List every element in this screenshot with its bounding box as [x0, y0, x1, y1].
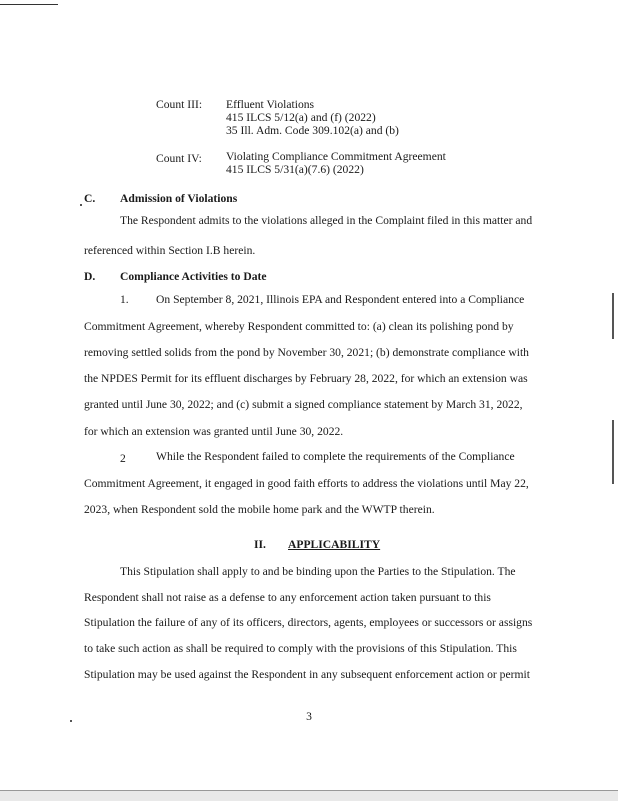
paragraph-line: Commitment Agreement, whereby Respondent committed to: (a) clean its polishing pond by — [84, 320, 514, 333]
section-c-letter: C. — [84, 192, 96, 205]
section-c-line: referenced within Section I.B herein. — [84, 244, 256, 257]
paragraph-line: While the Respondent failed to complete the requirements of the Compliance — [156, 450, 515, 463]
section-ii-number: II. — [254, 538, 266, 551]
page-number: 3 — [306, 710, 312, 723]
paragraph-line: to take such action as shall be required to comply with the provisions of this Stipulation. This — [84, 642, 517, 655]
paragraph-line: granted until June 30, 2022; and (c) submit a signed compliance statement by March 31, 2022, — [84, 398, 523, 411]
count-iv-title: Violating Compliance Commitment Agreement — [226, 150, 446, 163]
paragraph-line: Commitment Agreement, it engaged in good faith efforts to address the violations until May 22, — [84, 477, 529, 490]
scan-speck — [80, 204, 82, 206]
paragraph-line: Stipulation the failure of any of its officers, directors, agents, employees or successors or assigns — [84, 616, 533, 629]
paragraph-line: for which an extension was granted until June 30, 2022. — [84, 425, 344, 438]
page-bottom-edge — [0, 790, 618, 801]
section-d-letter: D. — [84, 270, 96, 283]
paragraph-line: This Stipulation shall apply to and be binding upon the Parties to the Stipulation. The — [120, 565, 516, 578]
paragraph-line: On September 8, 2021, Illinois EPA and Respondent entered into a Compliance — [156, 293, 525, 306]
paragraph-line: Stipulation may be used against the Respondent in any subsequent enforcement action or permit — [84, 668, 530, 681]
scan-mark — [612, 420, 614, 484]
count-iii-citation: 415 ILCS 5/12(a) and (f) (2022) — [226, 111, 376, 124]
section-d-title: Compliance Activities to Date — [120, 270, 267, 283]
count-iii-title: Effluent Violations — [226, 98, 315, 111]
paragraph-line: 2023, when Respondent sold the mobile home park and the WWTP therein. — [84, 503, 435, 516]
section-c-line: The Respondent admits to the violations alleged in the Complaint filed in this matter and — [120, 214, 533, 227]
section-c-title: Admission of Violations — [120, 192, 238, 205]
scan-mark — [612, 293, 614, 339]
paragraph-line: the NPDES Permit for its effluent discharges by February 28, 2022, for which an extension was — [84, 372, 528, 385]
paragraph-number: 2 — [120, 452, 126, 465]
paragraph-number: 1. — [120, 293, 129, 306]
scan-speck — [70, 720, 72, 722]
section-ii-title: APPLICABILITY — [288, 538, 381, 551]
paragraph-line: Respondent shall not raise as a defense to any enforcement action taken pursuant to this — [84, 591, 491, 604]
count-iv-citation: 415 ILCS 5/31(a)(7.6) (2022) — [226, 163, 364, 176]
count-iv-label: Count IV: — [156, 152, 202, 165]
count-iii-citation: 35 Ill. Adm. Code 309.102(a) and (b) — [226, 124, 399, 137]
paragraph-line: removing settled solids from the pond by November 30, 2021; (b) demonstrate compliance with — [84, 346, 529, 359]
top-rule — [0, 4, 58, 5]
count-iii-label: Count III: — [156, 98, 203, 111]
